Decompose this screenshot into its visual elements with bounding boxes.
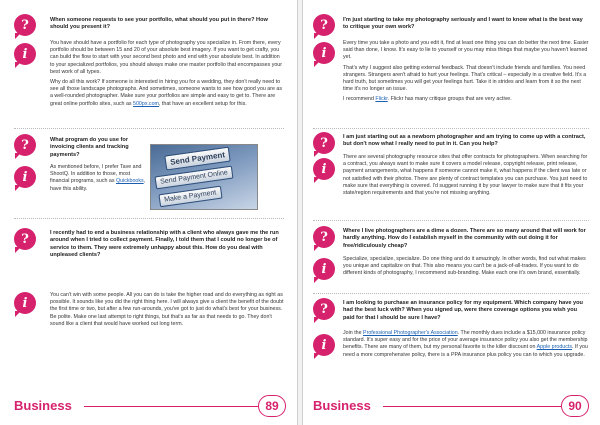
divider xyxy=(313,293,589,294)
footer-section-label: Business xyxy=(313,398,371,413)
answer-critique: Every time you take a photo and you edit it, find at least one thing you can do better the next time. Easier said than done, I know. It's easy to lie to yourself or you may miss things that maybe you haven't learned yet. That's why I suggest also getting external feedback. That doesn't include friends and families. You need strangers. Strangers aren't afraid to hurt your feelings. That's critical – especially in a creative field. It's a hard truth, but sometimes you will get your feelings hurt. Take it in strides and learn from it so the next time it's no longer an issue. I recommend Flickr. Flickr has many critique groups that are very active. xyxy=(343,40,589,103)
info-icon: i xyxy=(313,258,335,280)
page-number: 90 xyxy=(561,395,589,417)
answer-invoicing: As mentioned before, I prefer Tave and ShootQ. In addition to those, most financial programs, such as Quickbooks, have this ability. xyxy=(50,164,146,192)
answer-establish: Specialize, specialize, specialize. Do one thing and do it amazingly. In other words, find out what makes you unique and capitalize on that. This also means you can't be a jack-of-all-trades. If you want to do different kinds of photography, I recommend sub-branding. Make each one it's own brand, essentially. xyxy=(343,256,586,277)
image-send-payment-online-label: Send Payment Online xyxy=(154,166,233,190)
divider xyxy=(313,220,589,221)
answer-paragraph: You have should have a portfolio for each type of photography you specialize in. From there, every portfolio should be between 15 and 20 of your absolute best imagery. If you want to get crafty, you can build the flow to start with your second best photo and end with your absolute best. In addition to your specialized portfolios, you should always make one master portfolio that encompasses your best work of all types. xyxy=(50,40,283,75)
question-insurance: I am looking to purchase an insurance policy for my equipment. Which company have you had the best luck with? When you signed up, were there coverage options you wish you paid for that I should be sure I have? xyxy=(343,300,583,321)
info-icon: i xyxy=(313,158,335,180)
apple-products-link[interactable]: Apple products xyxy=(536,344,572,351)
500px-link[interactable]: 500px.com xyxy=(133,100,159,107)
question-icon: ? xyxy=(313,298,335,320)
answer-insurance: Join the Professional Photographer's Association. The monthly dues include a $15,000 insurance policy standard. It's super easy and for the price of your average insurance policy you also get the membership benefits. There are many of them, but my personal favorite is the killer discount on Apple products. If you need a more comprehensive policy, there is a PPA insurance plus policy you can to which you upgrade. xyxy=(343,330,588,358)
image-make-payment-label: Make a Payment xyxy=(158,186,222,208)
answer-contract: There are several photography resource sites that offer contracts for photographers. When searching for a contract, you always want to make sure it covers a model release, copyright release, print release, payment arrangements, what happens if someone cannot make it, what happens if the client was late or not satisfied with their photos. There are plenty of contract templates you can purchase. You just need to make sure that everything is covered. I'd suggest running it by your lawyer to make sure that it fits your state/region requirements and that you're not missing anything. xyxy=(343,154,588,197)
answer-paragraph: Why do all this work? If someone is interested in hiring you for a wedding, they don't really need to see all those landscape photographs. And sometimes, someone wants to see how good you are as a well-rounded photographer. Make sure your portfolios are simple and easy to get to. There are great online portfolio sites, such as 500px.com, that have an excellent setup for this. xyxy=(50,79,283,107)
info-icon: i xyxy=(14,43,36,65)
send-payment-image xyxy=(150,144,258,210)
footer-rule xyxy=(84,406,260,408)
flickr-link[interactable]: Flickr xyxy=(375,96,388,103)
info-icon: i xyxy=(14,292,36,314)
page-left xyxy=(0,0,298,425)
info-icon: i xyxy=(313,42,335,64)
question-icon: ? xyxy=(14,14,36,36)
ppa-link[interactable]: Professional Photographer's Association xyxy=(363,330,458,336)
question-invoicing: What program do you use for invoicing clients and tracking payments? xyxy=(50,137,129,158)
footer-section-label: Business xyxy=(14,398,72,413)
info-icon: i xyxy=(313,334,335,356)
question-icon: ? xyxy=(313,132,335,154)
info-icon: i xyxy=(14,166,36,188)
question-icon: ? xyxy=(313,226,335,248)
page-right xyxy=(302,0,600,425)
quickbooks-link[interactable]: Quickbooks xyxy=(115,178,144,185)
page-number: 89 xyxy=(258,395,286,417)
question-unpleased-clients: I recently had to end a business relationship with a client who always gave me the run around when I tried to collect payment. Finally, I told them that I could no longer be of service to them. They were extremely unhappy about this. How do you deal with unpleased clients? xyxy=(50,230,279,259)
answer-portfolio xyxy=(50,40,284,111)
question-icon: ? xyxy=(313,14,335,36)
divider xyxy=(313,128,589,129)
image-send-payment-label: Send Payment xyxy=(164,147,231,171)
question-portfolio: When someone requests to see your portfolio, what should you put in there? How should you present it? xyxy=(50,17,268,31)
footer-rule xyxy=(383,406,561,408)
question-establish: Where I live photographers are a dime a dozen. There are so many around that will work for hardly anything. How do I establish myself in the community with out doing it for free/ridiculously cheap? xyxy=(343,228,586,249)
question-critique: I'm just starting to take my photography seriously and I want to know what is the best way to critique your own work? xyxy=(343,17,583,31)
question-icon: ? xyxy=(14,134,36,156)
question-icon: ? xyxy=(14,228,36,250)
divider xyxy=(14,218,284,219)
question-contract: I am just starting out as a newborn photographer and am trying to come up with a contract, but don't now what I really need to put in it. Can you help? xyxy=(343,134,586,148)
answer-unpleased-clients: You can't win with some people. All you can do is take the higher road and do everything as right as possible. It sounds like you did the right thing here. I will always give a client the benefit of the doubt the first time or two, but after a few run-arounds, you've got to just do what's best for your business. Be polite. Make one last attempt to right things, but that's as far as that needs to go. They don't sound like a client that would have worked out long term. xyxy=(50,292,284,327)
divider xyxy=(14,128,284,129)
